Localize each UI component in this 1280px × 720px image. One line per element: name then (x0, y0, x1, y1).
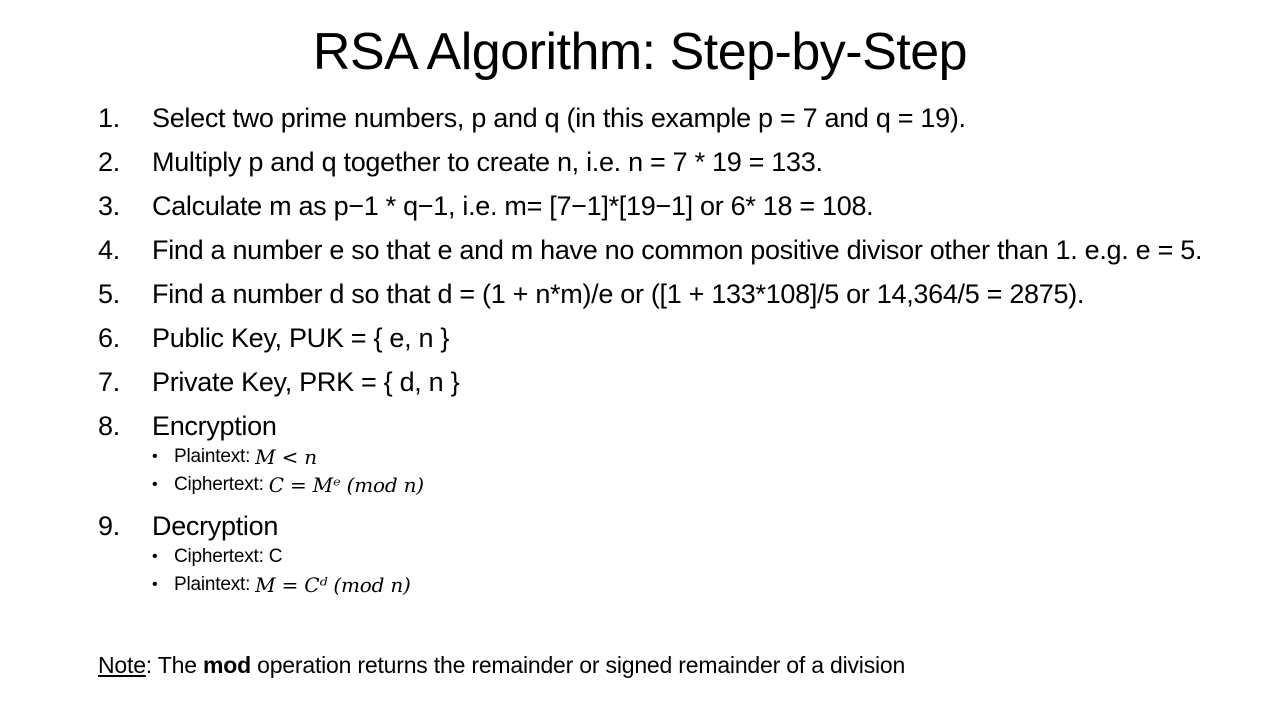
step-item (98, 233, 1228, 267)
step-text: Find a number e so that e and m have no common positive divisor other than 1. e.g. e = 5. (152, 235, 1203, 265)
step-text: Find a number d so that d = (1 + n*m)/e or ([1 + 133*108]/5 or 14,364/5 = 2875). (152, 279, 1085, 309)
step-number: 4. (98, 235, 120, 265)
step-number: 7. (98, 367, 120, 397)
sub-item (152, 571, 1228, 599)
decryption-sublist (152, 543, 1228, 599)
math-expression: M = Cᵈ (mod n) (255, 573, 411, 597)
sub-item (152, 543, 1228, 571)
sub-item-label: Plaintext: (174, 574, 251, 595)
sub-item (152, 471, 1228, 499)
math-expression: M < n (255, 445, 317, 469)
step-item (98, 409, 1228, 499)
sub-item-label: Plaintext: (174, 446, 251, 467)
note-bold-term: mod (202, 652, 251, 678)
step-number: 3. (98, 191, 120, 221)
steps-list (98, 101, 1228, 609)
step-number: 2. (98, 147, 120, 177)
step-body (152, 277, 1228, 311)
step-body (152, 233, 1228, 267)
step-body (152, 101, 1228, 135)
step-text: Encryption (152, 411, 277, 441)
step-number: 1. (98, 103, 120, 133)
encryption-sublist (152, 443, 1228, 499)
note (98, 650, 905, 680)
bullet-icon: • (152, 448, 158, 465)
sub-item-label: Ciphertext: (174, 474, 264, 495)
step-item (98, 365, 1228, 399)
step-body (152, 189, 1228, 223)
sub-item (152, 443, 1228, 471)
step-item (98, 189, 1228, 223)
step-number: 9. (98, 511, 120, 541)
bullet-icon: • (152, 476, 158, 493)
step-item (98, 277, 1228, 311)
step-body (152, 509, 1228, 599)
slide-title: RSA Algorithm: Step-by-Step (312, 23, 968, 81)
step-item (98, 145, 1228, 179)
note-prefix: : The (145, 652, 203, 678)
sub-item-label: Ciphertext: C (174, 546, 283, 567)
step-item (98, 101, 1228, 135)
note-rest: operation returns the remainder or signed remainder of a division (250, 652, 906, 678)
step-body (152, 409, 1228, 499)
step-text: Select two prime numbers, p and q (in this example p = 7 and q = 19). (152, 103, 966, 133)
step-item (98, 321, 1228, 355)
step-number: 5. (98, 279, 120, 309)
step-text: Public Key, PUK = { e, n } (152, 323, 450, 353)
math-expression: C = Mᵉ (mod n) (268, 473, 424, 497)
note-label: Note (98, 652, 146, 678)
step-item (98, 509, 1228, 599)
step-number: 8. (98, 411, 120, 441)
step-text: Multiply p and q together to create n, i.e. n = 7 * 19 = 133. (152, 147, 823, 177)
bullet-icon: • (152, 576, 158, 593)
step-text: Decryption (152, 511, 279, 541)
step-body (152, 365, 1228, 399)
step-body (152, 321, 1228, 355)
step-text: Private Key, PRK = { d, n } (152, 367, 460, 397)
bullet-icon: • (152, 548, 158, 565)
step-number: 6. (98, 323, 120, 353)
step-body (152, 145, 1228, 179)
step-text: Calculate m as p−1 * q−1, i.e. m= [7−1]*[19−1] or 6* 18 = 108. (152, 191, 874, 221)
